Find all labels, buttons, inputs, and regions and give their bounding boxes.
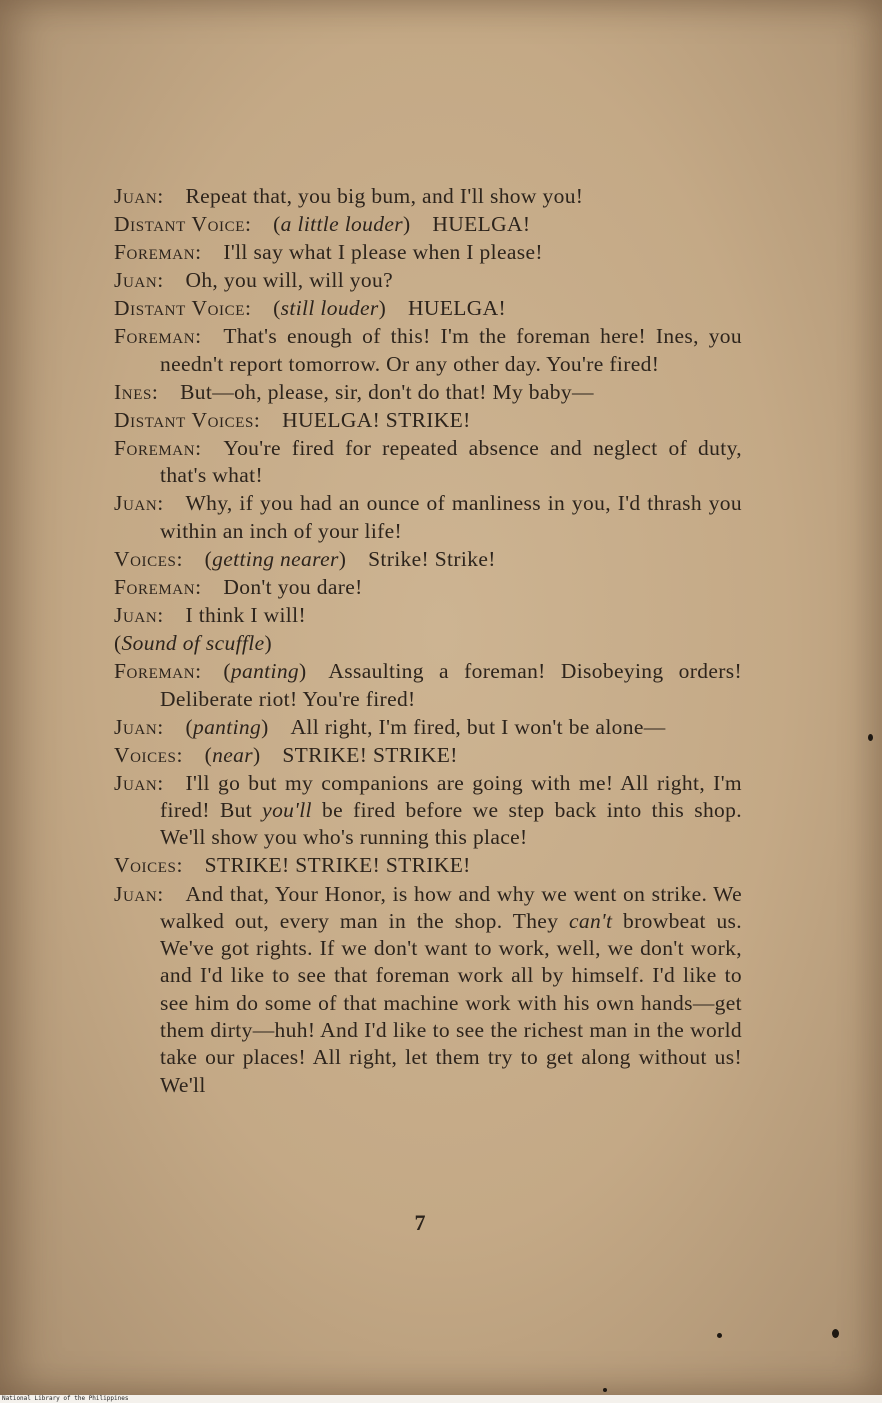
speaker-name: Ines <box>114 379 152 404</box>
dialogue-text: Repeat that, you big bum, and I'll show you! <box>185 184 584 208</box>
script-line: Juan: Why, if you had an ounce of manliness in you, I'd thrash you within an inch of your life! <box>114 491 742 543</box>
speaker-name: Voices <box>114 853 177 878</box>
dialogue-text: Strike! Strike! <box>368 546 496 571</box>
dialogue-text: That's enough of this! I'm the foreman here! Ines, you needn't report tomorrow. Or any other day. You're fired! <box>160 324 742 376</box>
stage-direction: getting nearer <box>212 546 339 571</box>
stage-direction: near <box>212 742 253 767</box>
speaker-name: Foreman <box>114 574 196 599</box>
stage-direction: panting <box>230 659 300 684</box>
script-line: Distant Voice: (still louder) HUELGA! <box>114 296 506 321</box>
script-line: Foreman: That's enough of this! I'm the foreman here! Ines, you needn't report tomorrow. Or any other day. You're fired! <box>114 324 742 376</box>
script-line: Juan: I think I will! <box>114 603 306 628</box>
stage-direction: still louder <box>280 296 379 321</box>
script-line: Juan: Repeat that, you big bum, and I'll show you! <box>114 184 584 208</box>
script-line: Foreman: You're fired for repeated absence and neglect of duty, that's what! <box>114 436 742 488</box>
speaker-name: Foreman <box>114 436 196 461</box>
dialogue-text: I'll say what I please when I please! <box>223 240 543 265</box>
footer-strip <box>0 1395 882 1403</box>
speaker-name: Distant Voice <box>114 212 245 237</box>
speaker-name: Foreman <box>114 659 196 684</box>
stage-direction: panting <box>192 714 262 739</box>
dialogue-text: be fired before we step back into this shop. We'll show you who's running this place! <box>160 798 742 850</box>
script-line: Distant Voices: HUELGA! STRIKE! <box>114 407 471 432</box>
script-line: Juan: (panting) All right, I'm fired, but I won't be alone— <box>114 714 666 739</box>
dialogue-text: HUELGA! <box>408 296 506 321</box>
dialogue-text: browbeat us. We've got rights. If we don't want to work, well, we don't work, and I'd like to see that foreman work all by himself. I'd like to see him do some of that machine work with his own hands—get them dirty—huh! And I'd like to see the richest man in the world take our places! All right, let them try to get along without us! We'll <box>160 908 742 1097</box>
ink-speck <box>868 734 873 741</box>
speaker-name: Juan <box>114 491 158 516</box>
speaker-name: Foreman <box>114 240 196 265</box>
dialogue-text: I'll go but my companions are going with me! All right, I'm fired! But <box>160 770 742 823</box>
script-line: Ines: But—oh, please, sir, don't do that! My baby— <box>114 379 594 404</box>
speaker-name: Juan <box>114 603 158 628</box>
dialogue-text: Why, if you had an ounce of manliness in you, I'd thrash you within an inch of your life! <box>160 491 742 543</box>
script-line: Juan: I'll go but my companions are going with me! All right, I'm fired! But you'll be fired before we step back into this shop. We'll show you who's running this place! <box>114 770 742 850</box>
speaker-name: Distant Voice <box>114 296 245 321</box>
ink-speck <box>832 1329 839 1338</box>
stage-direction: a little louder <box>280 212 403 237</box>
speaker-name: Distant Voices <box>114 407 254 432</box>
speaker-name: Foreman <box>114 324 196 349</box>
script-line: Juan: And that, Your Honor, is how and why we went on strike. We walked out, every man in the shop. They can't browbeat us. We've got rights. If we don't want to work, well, we don't work, and I'd like to see that foreman work all by himself. I'd like to see him do some of that machine work with his own hands—get them dirty—huh! And I'd like to see the richest man in the world take our places! All right, let them try to get along without us! We'll <box>114 881 742 1097</box>
speaker-name: Juan <box>114 881 158 906</box>
emphasized-word: can't <box>568 908 613 933</box>
script-line: Foreman: Don't you dare! <box>114 574 363 599</box>
dialogue-text: All right, I'm fired, but I won't be alone— <box>290 714 666 739</box>
script-line: (Sound of scuffle) <box>114 631 272 656</box>
dialogue-text: HUELGA! <box>432 212 531 237</box>
speaker-name: Juan <box>114 268 158 293</box>
script-line: Foreman: I'll say what I please when I please! <box>114 240 543 265</box>
script-line: Distant Voice: (a little louder) HUELGA! <box>114 212 531 237</box>
speaker-name: Juan <box>114 770 158 795</box>
dialogue-text: Assaulting a foreman! Disobeying orders! Deliberate riot! You're fired! <box>160 659 742 711</box>
dialogue-text: And that, Your Honor, is how and why we went on strike. We walked out, every man in the shop. They <box>160 881 742 933</box>
script-line: Juan: Oh, you will, will you? <box>114 268 393 293</box>
script-line: Voices: (near) STRIKE! STRIKE! <box>114 742 458 767</box>
ink-speck <box>603 1388 607 1392</box>
footer-credit: National Library of the Philippines <box>2 1395 129 1402</box>
dialogue-text: You're fired for repeated absence and neglect of duty, that's what! <box>160 436 742 488</box>
script-line: Voices: (getting nearer) Strike! Strike! <box>114 546 496 571</box>
dialogue-text: Oh, you will, will you? <box>185 268 393 293</box>
dialogue-text: STRIKE! STRIKE! STRIKE! <box>204 853 471 878</box>
page-number: 7 <box>414 1210 426 1235</box>
speaker-name: Voices <box>114 546 177 571</box>
emphasized-word: you'll <box>262 798 312 823</box>
script-line: Voices: STRIKE! STRIKE! STRIKE! <box>114 853 471 878</box>
ink-speck <box>717 1333 722 1338</box>
speaker-name: Juan <box>114 184 158 208</box>
dialogue-text: I think I will! <box>185 603 306 628</box>
script-text <box>114 183 742 1100</box>
speaker-name: Juan <box>114 714 158 739</box>
speaker-name: Voices <box>114 742 177 767</box>
dialogue-text: But—oh, please, sir, don't do that! My baby— <box>180 379 594 404</box>
dialogue-text: HUELGA! STRIKE! <box>282 407 471 432</box>
dialogue-text: Don't you dare! <box>223 574 363 599</box>
script-line: Foreman: (panting) Assaulting a foreman! Disobeying orders! Deliberate riot! You're fired! <box>114 659 742 711</box>
dialogue-text: STRIKE! STRIKE! <box>282 742 458 767</box>
stage-direction: Sound of scuffle <box>121 631 265 656</box>
